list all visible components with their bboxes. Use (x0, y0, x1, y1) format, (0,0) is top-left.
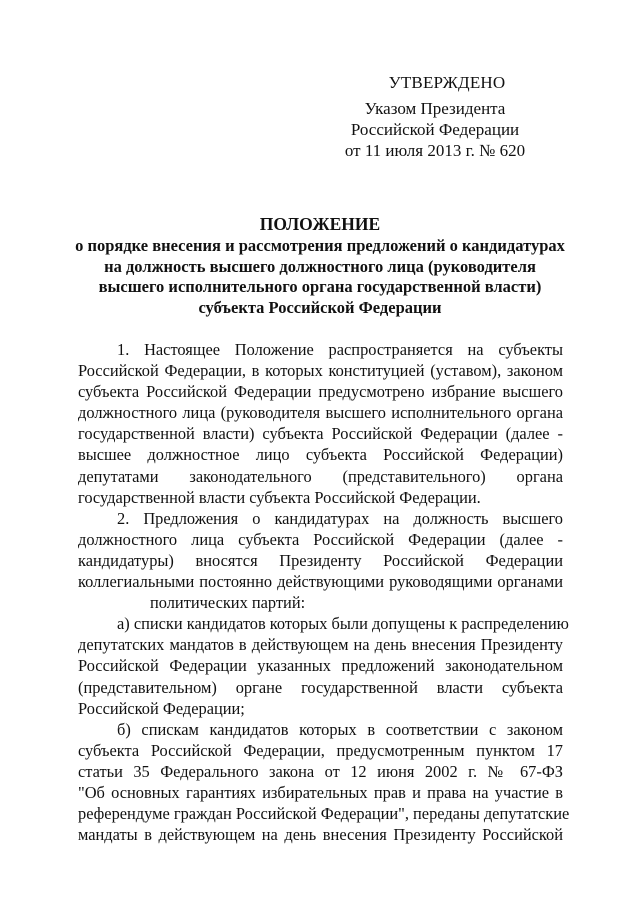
paragraph-2a-line: Российской Федерации указанных предложений законодательном (78, 656, 563, 676)
paragraph-1-line: депутатами законодательного (представительного) органа (78, 466, 563, 486)
paragraph-2a-line: депутатских мандатов в действующем на день внесения Президенту (78, 635, 563, 655)
paragraph-2b-line: "Об основных гарантиях избирательных прав и права на участие в (78, 782, 563, 802)
document-body (78, 339, 570, 845)
paragraph-1-line: 1. Настоящее Положение распространяется на субъекты (117, 340, 563, 359)
paragraph-1-line: должностного лица (руководителя высшего исполнительного органа (78, 403, 563, 423)
approval-title: УТВЕРЖДЕНО (388, 73, 506, 92)
paragraph-2-line: коллегиальными постоянно действующими руководящими органами (78, 572, 563, 592)
paragraph-2-line: 2. Предложения о кандидатурах на должность высшего (117, 508, 563, 528)
paragraph-1-line: Российской Федерации, в которых конституцией (уставом), законом (78, 361, 563, 381)
approval-line-decree: Указом Президента (364, 99, 506, 118)
subtitle-line: на должность высшего должностного лица (руководителя (104, 256, 536, 276)
paragraph-2a-line: Российской Федерации; (78, 698, 245, 718)
paragraph-1-line: государственной власти субъекта Российской Федерации. (78, 487, 481, 507)
paragraph-2-line: кандидатуры) вносятся Президенту Российской Федерации (78, 550, 563, 570)
paragraph-1-line: субъекта Российской Федерации предусмотрено избрание высшего (78, 382, 563, 402)
subtitle-line: субъекта Российской Федерации (198, 297, 442, 317)
paragraph-2-line: должностного лица субъекта Российской Федерации (далее - (78, 529, 563, 549)
approval-line-date: от 11 июля 2013 г. № 620 (344, 141, 526, 160)
paragraph-2a-line: а) списки кандидатов которых были допущены к распределению (117, 614, 569, 634)
subtitle-line: о порядке внесения и рассмотрения предложений о кандидатурах (75, 236, 565, 255)
subtitle-line: высшего исполнительного органа государственной власти) (98, 277, 542, 296)
paragraph-1-line: государственной власти) субъекта Российской Федерации (далее - (78, 424, 563, 444)
paragraph-2b-line: статьи 35 Федерального закона от 12 июня 2002 г. № 67-ФЗ (78, 761, 563, 781)
paragraph-2-line: политических партий: (150, 593, 306, 613)
paragraph-1-line: высшее должностное лицо субъекта Российской Федерации) (78, 445, 563, 465)
paragraph-2b-line: субъекта Российской Федерации, предусмотренным пунктом 17 (78, 740, 563, 760)
document-subtitle (60, 236, 580, 318)
paragraph-2b-line: мандаты в действующем на день внесения Президенту Российской (78, 825, 563, 845)
document-title: ПОЛОЖЕНИЕ (259, 214, 381, 234)
paragraph-2b-line: б) спискам кандидатов которых в соответствии с законом (117, 719, 563, 739)
paragraph-2b-line: референдуме граждан Российской Федерации", переданы депутатские (78, 804, 570, 824)
approval-line-country: Российской Федерации (350, 120, 520, 139)
paragraph-2a-line: (представительном) органе государственной власти субъекта (78, 677, 563, 697)
